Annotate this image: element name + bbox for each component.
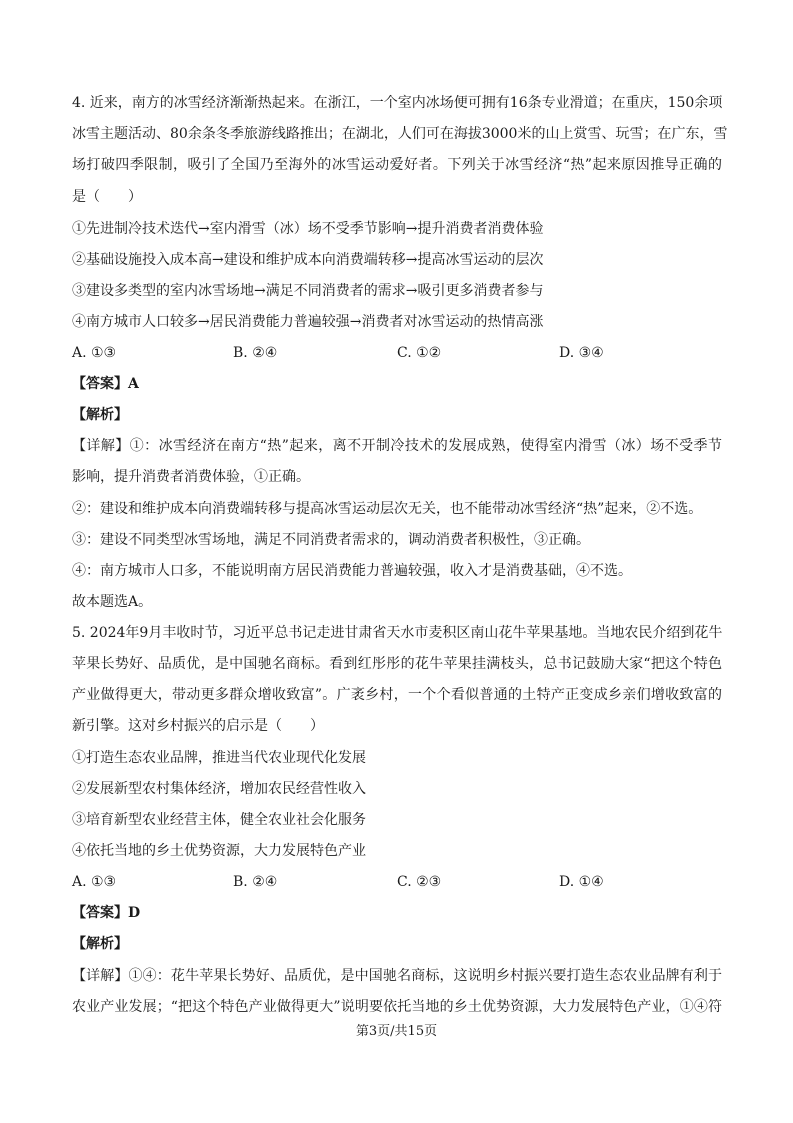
q4-answer: 【答案】A [72,376,139,392]
q5-detail-line-1: 【详解】①④：花牛苹果长势好、品质优，是中国驰名商标，这说明乡村振兴要打造生态农业品牌有利于 [72,968,722,984]
q4-detail-line-3: ②：建设和维护成本向消费端转移与提高冰雪运动层次无关，也不能带动冰雪经济“热”起来，②不选。 [72,501,703,517]
q5-option-b: B. ②④ [233,874,278,890]
page-number: 第3页/共15页 [355,1024,438,1039]
q4-item-2: ②基础设施投入成本高→建设和维护成本向消费端转移→提高冰雪运动的层次 [72,252,544,268]
q5-stem-line-2: 苹果长势好、品质优，是中国驰名商标。看到红彤彤的花牛苹果挂满枝头，总书记鼓励大家“把这个特色 [72,656,722,672]
q4-detail-line-5: ④：南方城市人口多，不能说明南方居民消费能力普遍较强，收入才是消费基础，④不选。 [72,563,632,579]
q5-answer: 【答案】D [72,905,141,921]
q5-detail-line-2: 农业产业发展；“把这个特色产业做得更大”说明要依托当地的乡土优势资源，大力发展特色产业，①④符 [72,999,722,1015]
q5-item-4: ④依托当地的乡土优势资源，大力发展特色产业 [72,843,366,859]
q4-analysis-label: 【解析】 [72,407,128,423]
q4-item-1: ①先进制冷技术迭代→室内滑雪（冰）场不受季节影响→提升消费者消费体验 [72,221,544,237]
q4-stem-line-2: 冰雪主题活动、80余条冬季旅游线路推出；在湖北，人们可在海拔3000米的山上赏雪、玩雪；在广东，雪 [72,126,728,142]
q4-option-a: A. ①③ [72,345,117,361]
q5-item-3: ③培育新型农业经营主体，健全农业社会化服务 [72,812,366,828]
q4-conclusion: 故本题选A。 [72,594,153,610]
q4-stem-line-1: 4. 近来，南方的冰雪经济渐渐热起来。在浙江，一个室内冰场便可拥有16条专业滑道；在重庆，150余项 [72,95,723,111]
q5-analysis-label: 【解析】 [72,936,128,952]
q5-option-d: D. ①④ [559,874,604,890]
q4-item-3: ③建设多类型的室内冰雪场地→满足不同消费者的需求→吸引更多消费者参与 [72,283,544,299]
q4-option-d: D. ③④ [559,345,604,361]
q5-item-1: ①打造生态农业品牌，推进当代农业现代化发展 [72,750,366,766]
q5-option-c: C. ②③ [397,874,442,890]
q4-item-4: ④南方城市人口较多→居民消费能力普遍较强→消费者对冰雪运动的热情高涨 [72,314,544,330]
q4-stem-line-4: 是（ ） [72,189,142,205]
q5-stem-line-4: 新引擎。这对乡村振兴的启示是（ ） [72,718,324,734]
q5-item-2: ②发展新型农村集体经济，增加农民经营性收入 [72,781,366,797]
q4-option-c: C. ①② [397,345,442,361]
q5-stem-line-1: 5. 2024年9月丰收时节，习近平总书记走进甘肃省天水市麦积区南山花牛苹果基地。当地农民介绍到花牛 [72,625,723,641]
q4-detail-line-1: 【详解】①：冰雪经济在南方“热”起来，离不开制冷技术的发展成熟，使得室内滑雪（冰）场不受季节 [72,438,722,454]
q4-detail-line-2: 影响，提升消费者消费体验，①正确。 [72,469,310,485]
q4-option-b: B. ②④ [233,345,278,361]
q5-option-a: A. ①③ [72,874,117,890]
q4-detail-line-4: ③：建设不同类型冰雪场地，满足不同消费者需求的，调动消费者积极性，③正确。 [72,532,590,548]
q5-stem-line-3: 产业做得更大，带动更多群众增收致富”。广袤乡村，一个个看似普通的土特产正变成乡亲们增收致富的 [72,687,722,703]
q4-stem-line-3: 场打破四季限制，吸引了全国乃至海外的冰雪运动爱好者。下列关于冰雪经济“热”起来原因推导正确的 [72,157,722,173]
